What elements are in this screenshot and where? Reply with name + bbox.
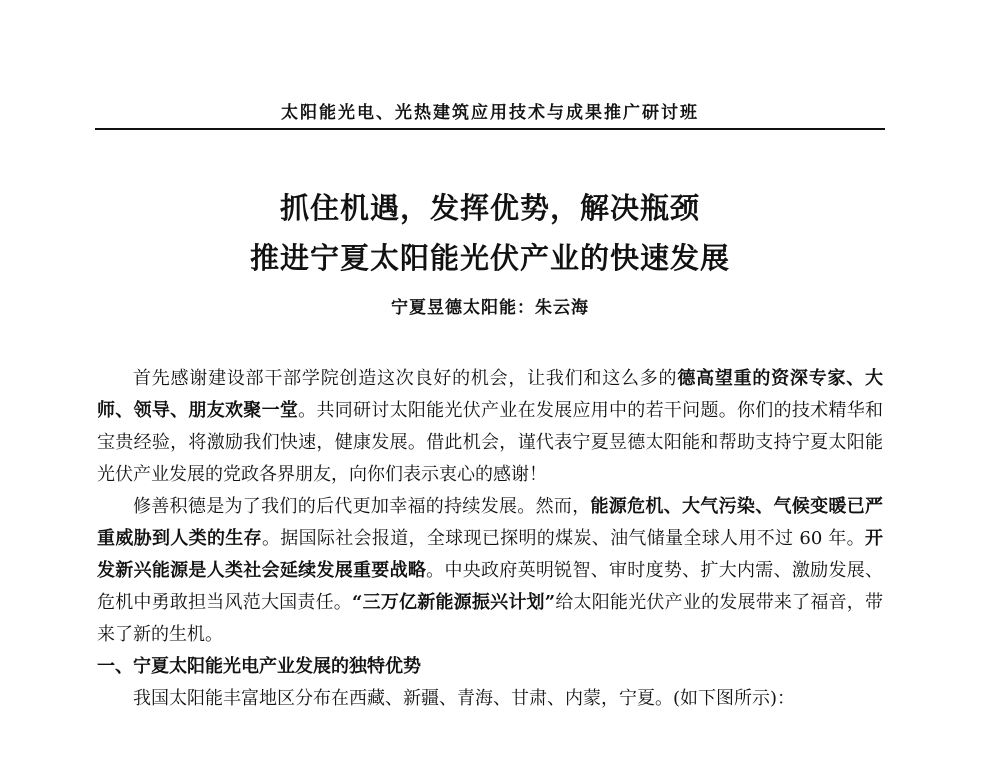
text-run: 。中央政府英明锐智、审时度势、扩大内需、激励发展、危机中勇敢担当风范大国责任。 [97, 560, 884, 613]
bold-emphasis: 能源危机、大气污染、气候变暖已严重威胁到人类的生存 [97, 496, 883, 549]
running-header: 太阳能光电、光热建筑应用技术与成果推广研讨班 [281, 103, 699, 123]
article-title-line-2: 推进宁夏太阳能光伏产业的快速发展 [249, 241, 730, 275]
text-run: 。据国际社会报道，全球现已探明的煤炭、油气储量全球人用不过 60 年。 [261, 528, 865, 549]
article-title-line-1: 抓住机遇，发挥优势，解决瓶颈 [279, 191, 700, 225]
text-run: 修善积德是为了我们的后代更加幸福的持续发展。然而， [133, 496, 591, 517]
text-run: 。共同研讨太阳能光伏产业在发展应用中的若干问题。你们的技术精华和宝贵经验，将激励我们快速，健康发展。借此机会，谨代表宁夏昱德太阳能和帮助支持宁夏太阳能光伏产业发展的党政各界朋友，向你们表示衷心的感谢！ [97, 400, 884, 485]
paragraph-3 [97, 683, 883, 715]
bold-emphasis: 开发新兴能源是人类社会延续发展重要战略 [97, 528, 883, 581]
article-body [97, 363, 883, 715]
author-byline: 宁夏昱德太阳能：朱云海 [391, 298, 589, 318]
text-run: 首先感谢建设部干部学院创造这次良好的机会，让我们和这么多的 [133, 368, 678, 389]
bold-emphasis: “三万亿新能源振兴计划” [352, 592, 556, 613]
header-rule [95, 128, 885, 130]
paragraph-2 [97, 491, 883, 651]
text-run: 给太阳能光伏产业的发展带来了福音，带来了新的生机。 [97, 592, 884, 645]
text-run: 我国太阳能丰富地区分布在西藏、新疆、青海、甘肃、内蒙，宁夏。(如下图所示)： [133, 688, 796, 709]
section-heading: 一、宁夏太阳能光电产业发展的独特优势 [97, 656, 421, 677]
paragraph-1 [97, 363, 883, 491]
bold-emphasis: 德高望重的资深专家、大师、领导、朋友欢聚一堂 [97, 368, 884, 421]
